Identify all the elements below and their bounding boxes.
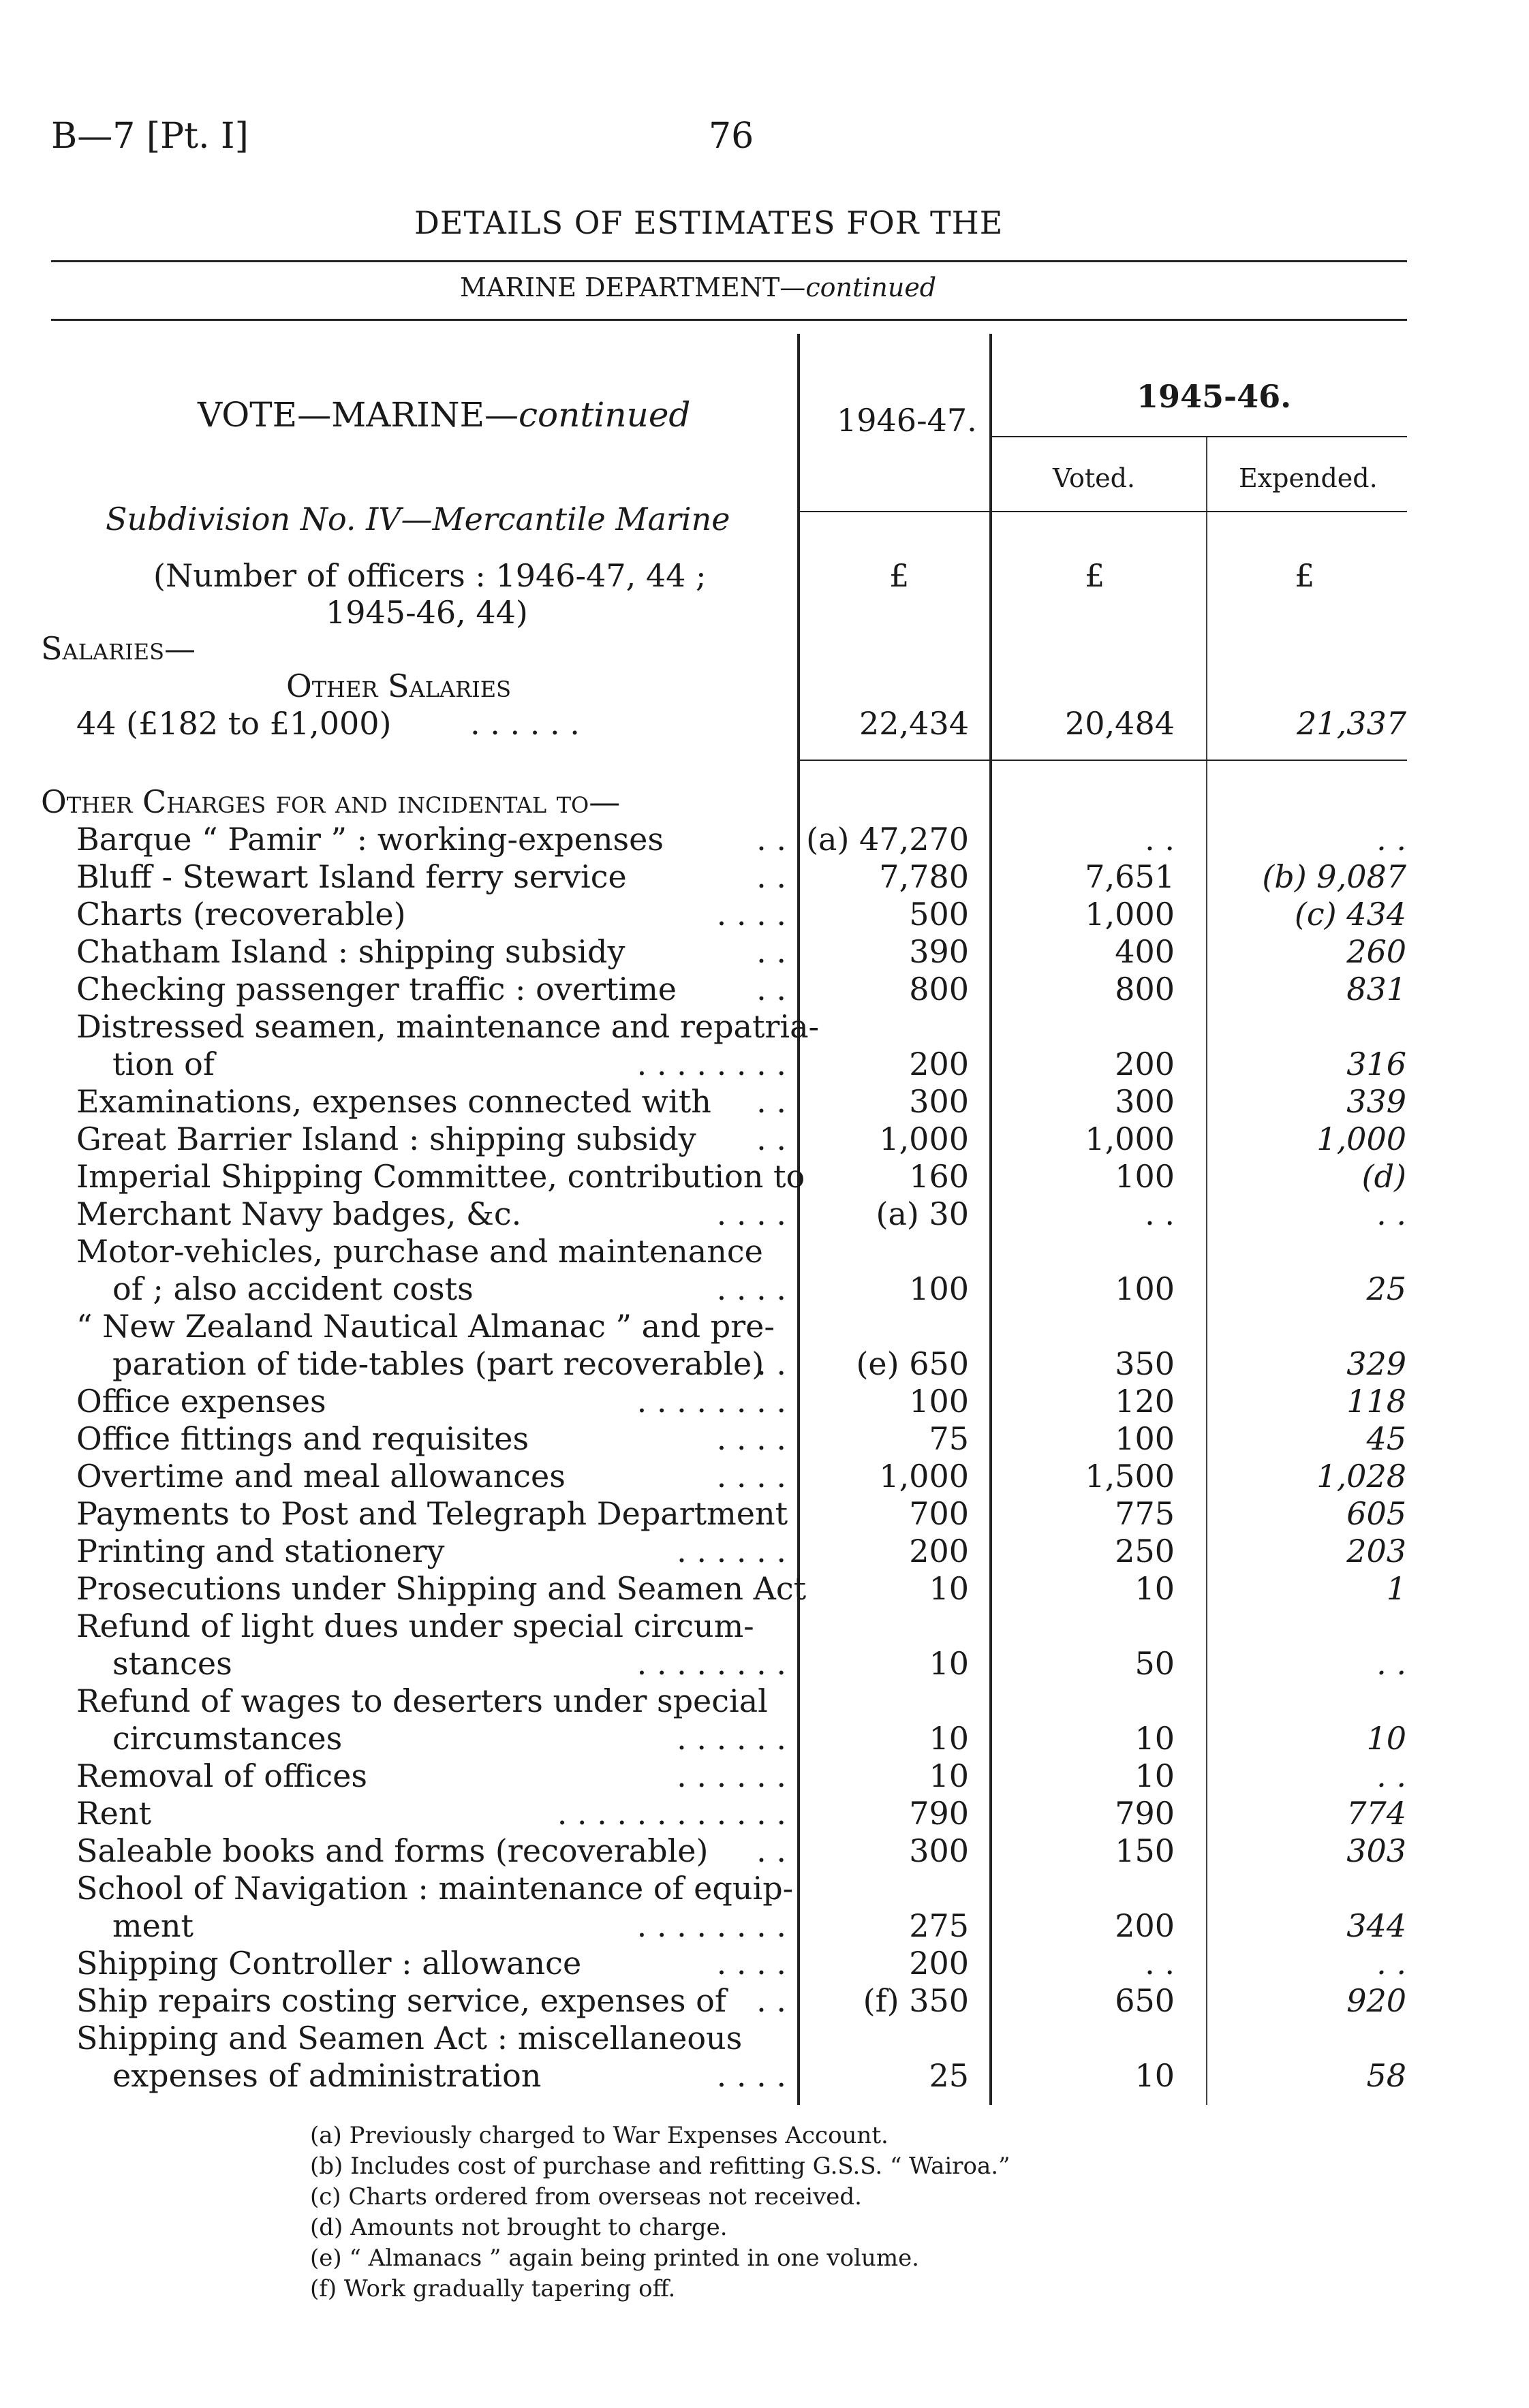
charge-row: [0, 1495, 1529, 1533]
charge-voted: 10: [1134, 2057, 1175, 2094]
currency-1946: £: [889, 557, 910, 594]
currency-voted: £: [1085, 557, 1105, 594]
charge-row: [0, 1383, 1529, 1420]
charge-label: Imperial Shipping Committee, contribution to: [76, 1158, 805, 1195]
charge-voted: 10: [1134, 1720, 1175, 1757]
salaries-label: 44 (£182 to £1,000): [76, 705, 392, 742]
charge-row: [0, 896, 1529, 933]
charge-1946-47: 1,000: [879, 1121, 969, 1157]
department-rule: [51, 319, 1407, 321]
charge-voted: 10: [1134, 1757, 1175, 1794]
charge-row: [0, 1757, 1529, 1795]
charge-expended: . .: [1376, 1757, 1406, 1794]
charge-expended: 58: [1366, 2057, 1406, 2094]
charge-leader-dots: . . . . . . . .: [636, 1645, 786, 1682]
charge-row: [0, 1308, 1529, 1383]
charge-row: [0, 1458, 1529, 1495]
charge-row: [0, 821, 1529, 858]
officers-count-line2: 1945-46, 44): [326, 594, 528, 631]
footnote: (f) Work gradually tapering off.: [310, 2275, 676, 2302]
charge-row: [0, 1121, 1529, 1158]
charge-1946-47: 200: [909, 1046, 969, 1082]
charge-leader-dots: . . . . . .: [677, 1720, 786, 1757]
charge-row: [0, 1533, 1529, 1570]
charge-voted: 150: [1115, 1832, 1175, 1869]
charge-leader-dots: . . . . . . . .: [636, 1907, 786, 1944]
charge-row: [0, 1195, 1529, 1233]
charge-label: Overtime and meal allowances: [76, 1458, 566, 1495]
footnote: (d) Amounts not brought to charge.: [310, 2214, 728, 2241]
other-salaries-heading: Other Salaries: [286, 668, 512, 704]
charge-1946-47: 10: [929, 1757, 969, 1794]
charge-voted: 350: [1115, 1345, 1175, 1382]
charge-expended: 10: [1366, 1720, 1406, 1757]
charge-expended: 344: [1346, 1907, 1406, 1944]
charge-1946-47: 160: [909, 1158, 969, 1195]
charge-leader-dots: . . . . . .: [677, 1533, 786, 1569]
charge-1946-47: 10: [929, 1645, 969, 1682]
column-voted: Voted.: [1053, 463, 1135, 493]
charge-row: [0, 858, 1529, 896]
title-rule: [51, 260, 1407, 262]
charge-expended: . .: [1376, 1945, 1406, 1982]
charge-leader-dots: . . . . . .: [677, 1757, 786, 1794]
charge-label: Printing and stationery: [76, 1533, 445, 1569]
footnote: (e) “ Almanacs ” again being printed in one volume.: [310, 2245, 919, 2272]
charge-voted: 50: [1134, 1645, 1175, 1682]
charge-label: Examinations, expenses connected with: [76, 1083, 711, 1120]
charge-label: School of Navigation : maintenance of equip-: [76, 1870, 794, 1907]
charge-leader-dots: . . . .: [716, 896, 786, 933]
charge-voted: 10: [1134, 1570, 1175, 1607]
charge-1946-47: (a) 47,270: [806, 821, 969, 858]
charge-label: Rent: [76, 1795, 151, 1832]
charge-leader-dots: . .: [756, 933, 786, 970]
charge-label: Distressed seamen, maintenance and repatria-: [76, 1008, 820, 1045]
charge-1946-47: 500: [909, 896, 969, 933]
charge-voted: 7,651: [1085, 858, 1175, 895]
charge-leader-dots: . . . . . . . .: [636, 1383, 786, 1420]
charge-leader-dots: . .: [756, 1982, 786, 2019]
charge-voted: 100: [1115, 1420, 1175, 1457]
charge-voted: 400: [1115, 933, 1175, 970]
charge-1946-47: 275: [909, 1907, 969, 1944]
charge-voted: 200: [1115, 1907, 1175, 1944]
charge-voted: 800: [1115, 971, 1175, 1007]
charge-voted: 100: [1115, 1270, 1175, 1307]
charge-row: [0, 1945, 1529, 1982]
charge-expended: 1,028: [1316, 1458, 1406, 1495]
charge-expended: . .: [1376, 1195, 1406, 1232]
charge-row: [0, 1158, 1529, 1195]
salaries-expended: 21,337: [1297, 705, 1406, 742]
other-charges-heading: Other Charges for and incidental to—: [41, 783, 621, 820]
charge-expended: 316: [1346, 1046, 1406, 1082]
charge-1946-47: 7,780: [879, 858, 969, 895]
charge-label: Refund of light dues under special circum-: [76, 1608, 754, 1644]
charge-1946-47: 300: [909, 1083, 969, 1120]
footnote: (c) Charts ordered from overseas not received.: [310, 2183, 862, 2210]
charge-voted: 120: [1115, 1383, 1175, 1420]
column-1945-46: 1945-46.: [1137, 378, 1292, 415]
charge-leader-dots: . .: [756, 821, 786, 858]
charge-leader-dots: . . . .: [716, 2057, 786, 2094]
charge-1946-47: 100: [909, 1270, 969, 1307]
charge-label: Saleable books and forms (recoverable): [76, 1832, 709, 1869]
charge-label: Motor-vehicles, purchase and maintenance: [76, 1233, 763, 1270]
charge-expended: (d): [1361, 1158, 1406, 1195]
charge-1946-47: 200: [909, 1533, 969, 1569]
column-header-rule: [800, 511, 1407, 512]
vote-continued: continued: [519, 395, 691, 435]
charge-1946-47: (a) 30: [876, 1195, 969, 1232]
charge-expended: 203: [1346, 1533, 1406, 1569]
charge-label-continued: tion of: [112, 1046, 215, 1082]
charge-1946-47: (e) 650: [856, 1345, 969, 1382]
charge-label: Shipping Controller : allowance: [76, 1945, 582, 1982]
charge-voted: . .: [1145, 1945, 1175, 1982]
charge-leader-dots: . .: [756, 1345, 786, 1382]
charge-leader-dots: . . . .: [716, 1945, 786, 1982]
charge-label: Chatham Island : shipping subsidy: [76, 933, 626, 970]
department-name: MARINE DEPARTMENT—: [460, 272, 806, 302]
charge-label-continued: paration of tide-tables (part recoverable): [112, 1345, 764, 1382]
page-title: DETAILS OF ESTIMATES FOR THE: [414, 204, 1004, 241]
salaries-total-rule: [800, 760, 1407, 761]
charge-expended: 831: [1346, 971, 1406, 1007]
salaries-dots: . . . . . .: [470, 705, 580, 742]
charge-1946-47: 10: [929, 1720, 969, 1757]
charge-label: Prosecutions under Shipping and Seamen Act: [76, 1570, 807, 1607]
charge-expended: 920: [1346, 1982, 1406, 2019]
charge-row: [0, 1420, 1529, 1458]
charge-voted: 100: [1115, 1158, 1175, 1195]
charge-row: [0, 933, 1529, 971]
charge-label: Barque “ Pamir ” : working-expenses: [76, 821, 664, 858]
charge-expended: 260: [1346, 933, 1406, 970]
salaries-voted: 20,484: [1065, 705, 1175, 742]
charge-label: Merchant Navy badges, &c.: [76, 1195, 522, 1232]
charge-label-continued: circumstances: [112, 1720, 343, 1757]
officers-count-line1: (Number of officers : 1946-47, 44 ;: [153, 557, 707, 594]
column-expended: Expended.: [1239, 463, 1378, 493]
charge-voted: 775: [1115, 1495, 1175, 1532]
salaries-row: [0, 705, 1529, 742]
charge-leader-dots: . . . . . . . . . . . .: [557, 1795, 786, 1832]
currency-expended: £: [1295, 557, 1315, 594]
charge-row: [0, 1832, 1529, 1870]
salaries-heading: Salaries—: [41, 630, 196, 667]
charge-leader-dots: . .: [756, 1121, 786, 1157]
charge-label-continued: ment: [112, 1907, 194, 1944]
charge-label-continued: expenses of administration: [112, 2057, 542, 2094]
charge-leader-dots: . . . . . . . .: [636, 1046, 786, 1082]
charge-expended: 45: [1366, 1420, 1406, 1457]
charge-label: Bluff - Stewart Island ferry service: [76, 858, 627, 895]
charge-1946-47: 800: [909, 971, 969, 1007]
charge-row: [0, 1683, 1529, 1757]
year-subheader-rule: [991, 436, 1407, 437]
charge-label: Payments to Post and Telegraph Department: [76, 1495, 788, 1532]
charge-expended: 1,000: [1316, 1121, 1406, 1157]
charge-label: Refund of wages to deserters under special: [76, 1683, 768, 1719]
charge-voted: 1,000: [1085, 896, 1175, 933]
charge-leader-dots: . .: [756, 858, 786, 895]
charge-label: Office expenses: [76, 1383, 326, 1420]
charge-row: [0, 1083, 1529, 1121]
charge-label-continued: of ; also accident costs: [112, 1270, 474, 1307]
column-1946-47: 1946-47.: [837, 402, 977, 439]
charge-expended: 774: [1346, 1795, 1406, 1832]
charge-expended: . .: [1376, 821, 1406, 858]
charge-1946-47: 25: [929, 2057, 969, 2094]
charge-leader-dots: . . . .: [716, 1270, 786, 1307]
charge-leader-dots: . .: [756, 1083, 786, 1120]
charge-expended: 329: [1346, 1345, 1406, 1382]
charge-label: Charts (recoverable): [76, 896, 406, 933]
charge-label: Great Barrier Island : shipping subsidy: [76, 1121, 696, 1157]
charge-row: [0, 1008, 1529, 1083]
charge-1946-47: 300: [909, 1832, 969, 1869]
charge-row: [0, 1982, 1529, 2020]
charge-1946-47: 790: [909, 1795, 969, 1832]
charge-1946-47: 1,000: [879, 1458, 969, 1495]
charge-1946-47: 75: [929, 1420, 969, 1457]
charge-label: Shipping and Seamen Act : miscellaneous: [76, 2020, 743, 2057]
subdivision-heading: Subdivision No. IV—Mercantile Marine: [106, 501, 730, 537]
footnote: (a) Previously charged to War Expenses Account.: [310, 2122, 889, 2149]
charge-voted: 200: [1115, 1046, 1175, 1082]
charge-expended: 118: [1346, 1383, 1406, 1420]
department-continued: continued: [805, 272, 937, 302]
charge-leader-dots: . .: [756, 1832, 786, 1869]
charge-1946-47: 200: [909, 1945, 969, 1982]
charge-row: [0, 1870, 1529, 1945]
charge-expended: 339: [1346, 1083, 1406, 1120]
charge-label: Office fittings and requisites: [76, 1420, 529, 1457]
charge-voted: . .: [1145, 821, 1175, 858]
charge-expended: 605: [1346, 1495, 1406, 1532]
vote-heading: [198, 395, 690, 435]
charge-leader-dots: . . . .: [716, 1458, 786, 1495]
charge-voted: . .: [1145, 1195, 1175, 1232]
charge-label: Checking passenger traffic : overtime: [76, 971, 677, 1007]
charge-expended: (c) 434: [1294, 896, 1406, 933]
charge-1946-47: 700: [909, 1495, 969, 1532]
footnote: (b) Includes cost of purchase and refitting G.S.S. “ Wairoa.”: [310, 2153, 1010, 2180]
salaries-1946: 22,434: [859, 705, 969, 742]
charge-row: [0, 1233, 1529, 1308]
vote-name: VOTE—MARINE—: [198, 395, 519, 435]
charge-label: “ New Zealand Nautical Almanac ” and pre-: [76, 1308, 775, 1345]
charge-voted: 300: [1115, 1083, 1175, 1120]
charge-row: [0, 1795, 1529, 1832]
charge-expended: 25: [1366, 1270, 1406, 1307]
charge-expended: 303: [1346, 1832, 1406, 1869]
charge-voted: 650: [1115, 1982, 1175, 2019]
charge-leader-dots: . . . .: [716, 1195, 786, 1232]
charge-row: [0, 2020, 1529, 2095]
charge-row: [0, 1570, 1529, 1608]
charge-voted: 1,500: [1085, 1458, 1175, 1495]
charge-1946-47: 10: [929, 1570, 969, 1607]
charge-label: Removal of offices: [76, 1757, 367, 1794]
charge-label-continued: stances: [112, 1645, 232, 1682]
charge-leader-dots: . .: [756, 971, 786, 1007]
charge-1946-47: 100: [909, 1383, 969, 1420]
charge-voted: 250: [1115, 1533, 1175, 1569]
charge-row: [0, 1608, 1529, 1683]
charge-row: [0, 971, 1529, 1008]
charge-expended: . .: [1376, 1645, 1406, 1682]
document-reference: B—7 [Pt. I]: [51, 116, 249, 157]
charge-expended: (b) 9,087: [1262, 858, 1406, 895]
charge-leader-dots: . . . .: [716, 1420, 786, 1457]
charge-voted: 1,000: [1085, 1121, 1175, 1157]
charge-1946-47: (f) 350: [863, 1982, 969, 2019]
charge-expended: 1: [1386, 1570, 1406, 1607]
page-number: 76: [709, 116, 754, 157]
department-heading: [460, 272, 936, 302]
charge-voted: 790: [1115, 1795, 1175, 1832]
charge-1946-47: 390: [909, 933, 969, 970]
charge-label: Ship repairs costing service, expenses of: [76, 1982, 726, 2019]
